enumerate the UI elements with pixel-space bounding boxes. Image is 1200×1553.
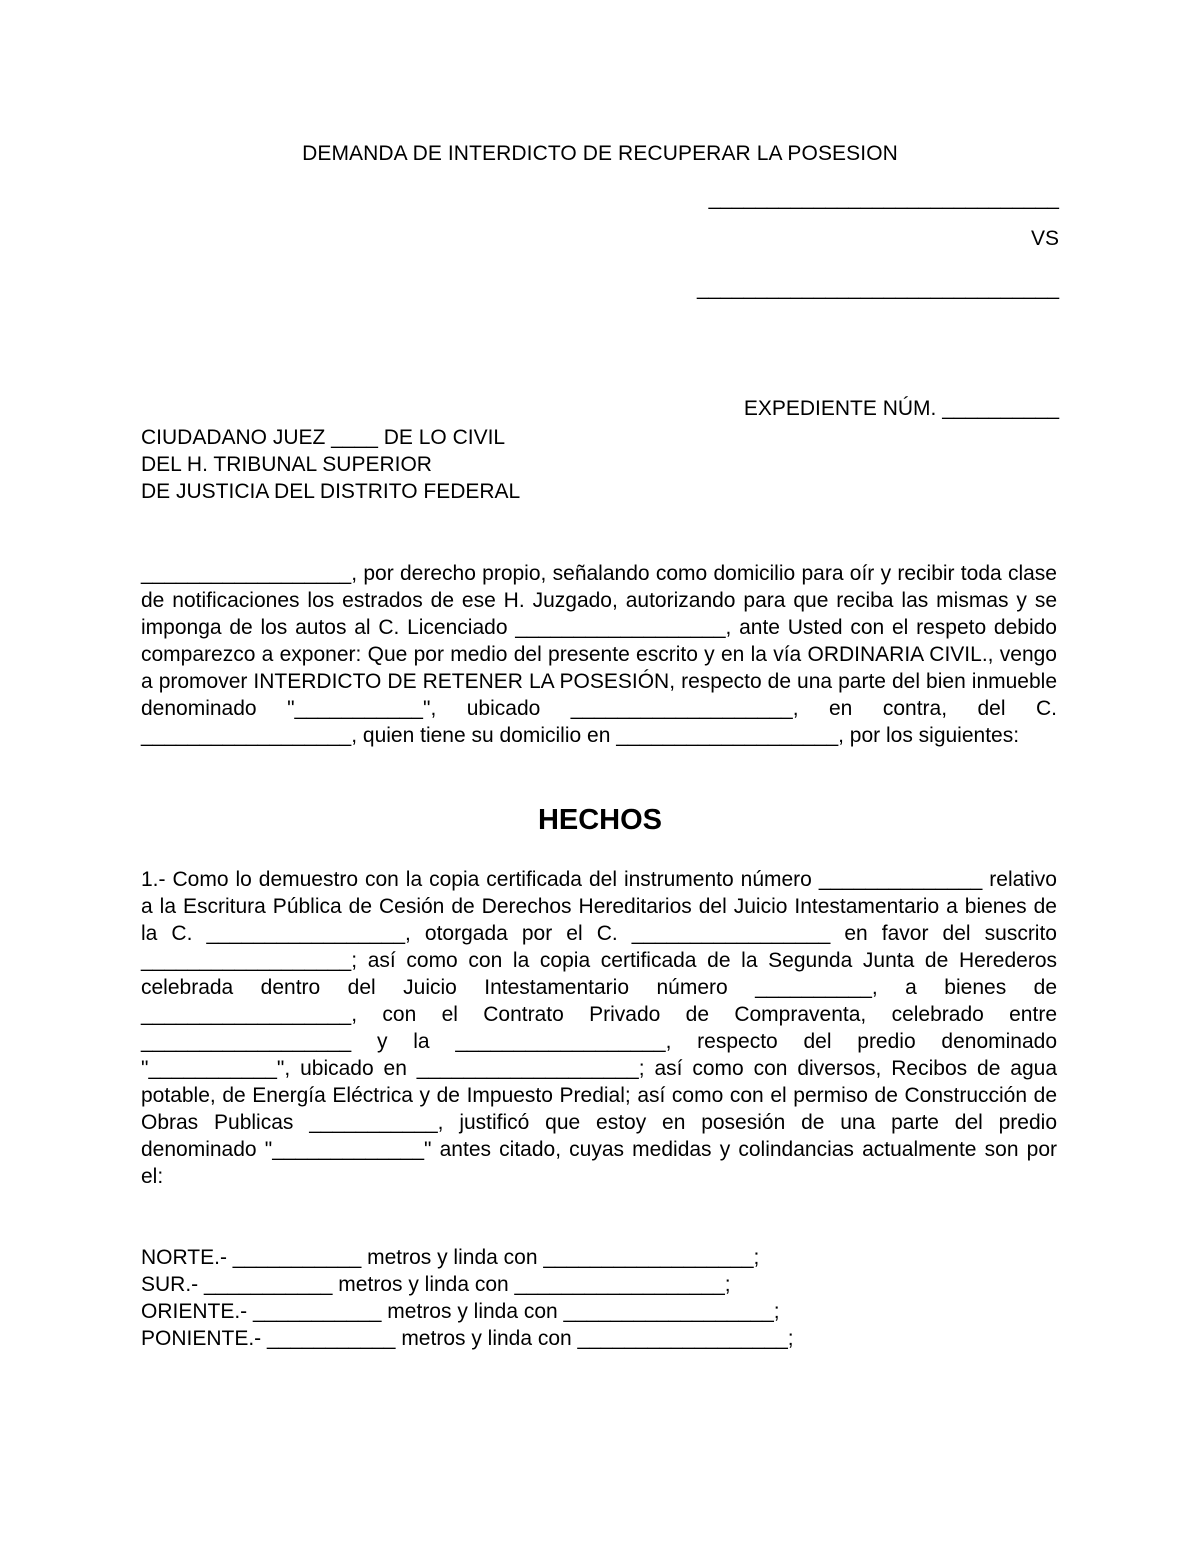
case-number: EXPEDIENTE NÚM. __________ [743,397,1059,420]
addressee-line: CIUDADANO JUEZ ____ DE LO CIVIL [141,426,506,449]
section-heading-hechos: HECHOS [537,804,663,836]
defendant-blank-line: _______________________________ [696,277,1059,300]
boundary-north: NORTE.- ___________ metros y linda con __________________; [141,1246,760,1269]
addressee-block [141,424,1059,505]
versus-label: VS [1030,227,1059,250]
addressee-line: DE JUSTICIA DEL DISTRITO FEDERAL [141,480,521,503]
boundaries-list [141,1244,1059,1352]
boundary-east: ORIENTE.- ___________ metros y linda con __________________; [141,1300,780,1323]
intro-paragraph: __________________, por derecho propio, señalando como domicilio para oír y recibir toda clase de notificaciones los estrados de ese H. Juzgado, autorizando para que reciba las mismas y se imponga de los autos al C. Licenciado __________________, ante Usted con el respeto debido comparezco a exponer: Que por medio del presente escrito y en la vía ORDINARIA CIVIL., vengo a promover INTERDICTO DE RETENER LA POSESIÓN, respecto de una parte del bien inmueble denominado "___________", ubicado ___________________, en contra, del C. __________________, quien tiene su domicilio en ___________________, por los siguientes: [141,562,1057,747]
boundary-west: PONIENTE.- ___________ metros y linda con __________________; [141,1327,794,1350]
document-title: DEMANDA DE INTERDICTO DE RECUPERAR LA POSESION [302,142,898,165]
fact-paragraph-1: 1.- Como lo demuestro con la copia certificada del instrumento número ______________ relativo a la Escritura Pública de Cesión de Derechos Hereditarios del Juicio Intestamentario a bienes de la C. _________________, otorgada por el C. _________________ en favor del suscrito __________________; así como con la copia certificada de la Segunda Junta de Herederos celebrada dentro del Juicio Intestamentario número __________, a bienes de __________________, con el Contrato Privado de Compraventa, celebrado entre __________________ y la __________________, respecto del predio denominado "___________", ubicado en ___________________; así como con diversos, Recibos de agua potable, de Energía Eléctrica y de Impuesto Predial; así como con el permiso de Construcción de Obras Publicas ___________, justificó que estoy en posesión de una parte del predio denominado "_____________" antes citado, cuyas medidas y colindancias actualmente son por el: [141,868,1057,1188]
boundary-south: SUR.- ___________ metros y linda con __________________; [141,1273,731,1296]
addressee-line: DEL H. TRIBUNAL SUPERIOR [141,453,432,476]
plaintiff-blank-line: ______________________________ [708,187,1059,210]
